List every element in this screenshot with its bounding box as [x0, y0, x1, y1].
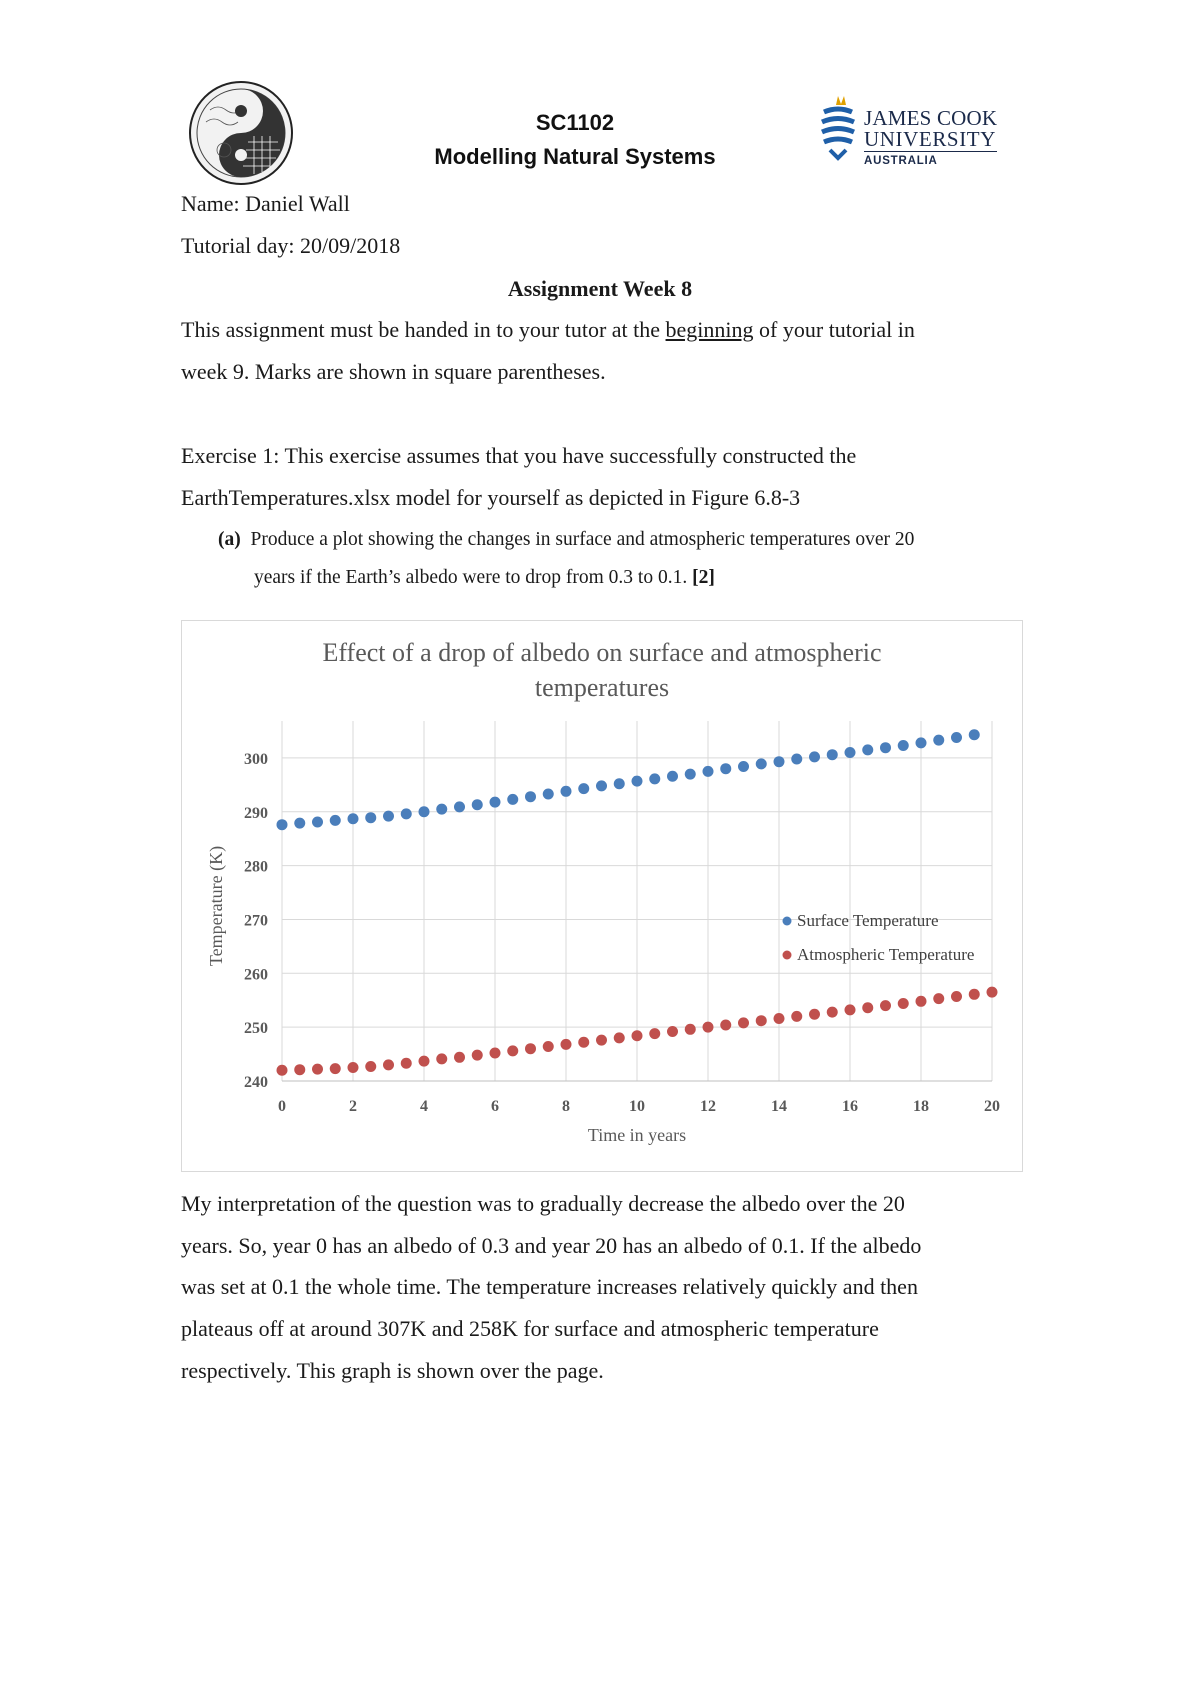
data-point-surface — [916, 737, 927, 748]
x-tick-label: 0 — [278, 1098, 286, 1115]
data-point-atmospheric — [685, 1024, 696, 1035]
data-point-atmospheric — [312, 1064, 323, 1075]
data-point-surface — [756, 758, 767, 769]
student-name: Name: Daniel Wall — [181, 191, 350, 216]
data-point-surface — [472, 799, 483, 810]
data-point-atmospheric — [596, 1035, 607, 1046]
data-point-atmospheric — [277, 1065, 288, 1076]
interpretation-line-5: respectively. This graph is shown over the page. — [181, 1358, 604, 1383]
data-point-surface — [774, 756, 785, 767]
data-point-surface — [525, 791, 536, 802]
intro-line-1: This assignment must be handed in to your tutor at the beginning of your tutorial in — [181, 317, 915, 342]
y-tick-label: 300 — [244, 750, 268, 768]
x-tick-label: 12 — [700, 1098, 716, 1115]
jcu-shield-icon — [818, 92, 862, 172]
data-point-surface — [632, 776, 643, 787]
part-a-line-1: (a) Produce a plot showing the changes in surface and atmospheric temperatures over 20 — [218, 529, 915, 550]
course-code: SC1102 — [535, 110, 615, 135]
data-point-surface — [880, 742, 891, 753]
data-point-surface — [933, 735, 944, 746]
data-point-surface — [543, 789, 554, 800]
data-point-atmospheric — [720, 1020, 731, 1031]
x-tick-label: 4 — [420, 1098, 428, 1115]
part-a-marks: [2] — [692, 567, 715, 588]
legend-marker — [783, 917, 792, 926]
data-point-atmospheric — [862, 1002, 873, 1013]
data-point-surface — [294, 818, 305, 829]
data-point-surface — [348, 813, 359, 824]
x-tick-label: 10 — [629, 1098, 645, 1115]
x-tick-label: 16 — [842, 1098, 858, 1115]
data-point-atmospheric — [401, 1058, 412, 1069]
jcu-logo-line1: JAMES COOK — [864, 106, 998, 130]
data-point-surface — [703, 766, 714, 777]
data-point-surface — [596, 780, 607, 791]
jcu-logo-line2: UNIVERSITY — [864, 127, 996, 151]
data-point-atmospheric — [898, 998, 909, 1009]
data-point-atmospheric — [490, 1048, 501, 1059]
data-point-surface — [809, 751, 820, 762]
data-point-atmospheric — [951, 991, 962, 1002]
data-point-surface — [649, 773, 660, 784]
data-point-atmospheric — [436, 1053, 447, 1064]
y-axis-title: Temperature (K) — [206, 845, 226, 967]
assignment-heading: Assignment Week 8 — [507, 276, 693, 301]
data-point-atmospheric — [809, 1009, 820, 1020]
data-point-atmospheric — [774, 1013, 785, 1024]
x-tick-label: 20 — [984, 1098, 1000, 1115]
x-tick-label: 6 — [491, 1098, 499, 1115]
data-point-atmospheric — [756, 1015, 767, 1026]
data-point-atmospheric — [365, 1061, 376, 1072]
data-point-atmospheric — [738, 1017, 749, 1028]
exercise-line-1: Exercise 1: This exercise assumes that you have successfully constructed the — [181, 443, 857, 468]
chart-plot-area — [182, 621, 1022, 1171]
x-axis-title: Time in years — [587, 1125, 687, 1145]
tutorial-day: Tutorial day: 20/09/2018 — [181, 233, 401, 258]
interpretation-line-4: plateaus off at around 307K and 258K for surface and atmospheric temperature — [181, 1316, 879, 1341]
y-tick-label: 270 — [244, 912, 268, 930]
part-a-label: (a) — [218, 529, 241, 550]
data-point-surface — [312, 817, 323, 828]
exercise-line-2: EarthTemperatures.xlsx model for yourself as depicted in Figure 6.8-3 — [181, 485, 801, 510]
data-point-atmospheric — [827, 1007, 838, 1018]
y-tick-label: 280 — [244, 858, 268, 876]
course-name: Modelling Natural Systems — [434, 144, 716, 169]
chart-container — [181, 620, 1023, 1172]
data-point-surface — [720, 763, 731, 774]
data-point-atmospheric — [454, 1052, 465, 1063]
data-point-atmospheric — [791, 1011, 802, 1022]
data-point-atmospheric — [916, 996, 927, 1007]
course-title-block — [350, 106, 800, 174]
data-point-surface — [561, 786, 572, 797]
data-point-surface — [845, 747, 856, 758]
data-point-surface — [490, 797, 501, 808]
legend-entry: Atmospheric Temperature — [797, 945, 975, 964]
data-point-atmospheric — [330, 1063, 341, 1074]
legend-marker — [783, 951, 792, 960]
data-point-atmospheric — [543, 1041, 554, 1052]
x-tick-label: 14 — [771, 1098, 787, 1115]
data-point-atmospheric — [614, 1032, 625, 1043]
data-point-surface — [401, 808, 412, 819]
data-point-atmospheric — [294, 1064, 305, 1075]
data-point-atmospheric — [969, 989, 980, 1000]
data-point-atmospheric — [472, 1050, 483, 1061]
data-point-surface — [614, 778, 625, 789]
y-tick-label: 290 — [244, 804, 268, 822]
data-point-atmospheric — [845, 1004, 856, 1015]
x-tick-label: 18 — [913, 1098, 929, 1115]
data-point-surface — [436, 804, 447, 815]
data-point-surface — [862, 744, 873, 755]
data-point-atmospheric — [578, 1037, 589, 1048]
data-point-atmospheric — [561, 1039, 572, 1050]
data-point-atmospheric — [703, 1022, 714, 1033]
data-point-atmospheric — [880, 1000, 891, 1011]
legend-entry: Surface Temperature — [797, 911, 939, 930]
y-tick-label: 250 — [244, 1020, 268, 1038]
data-point-surface — [951, 732, 962, 743]
data-point-atmospheric — [419, 1056, 430, 1067]
x-tick-label: 8 — [562, 1098, 570, 1115]
data-point-atmospheric — [649, 1028, 660, 1039]
data-point-surface — [969, 729, 980, 740]
chart-title-line-2: temperatures — [534, 673, 670, 702]
interpretation-line-2: years. So, year 0 has an albedo of 0.3 and year 20 has an albedo of 0.1. If the albedo — [181, 1233, 922, 1258]
intro-line-2: week 9. Marks are shown in square parentheses. — [181, 359, 606, 384]
interpretation-line-3: was set at 0.1 the whole time. The temperature increases relatively quickly and then — [181, 1274, 918, 1299]
data-point-surface — [277, 819, 288, 830]
interpretation-line-1: My interpretation of the question was to gradually decrease the albedo over the 20 — [181, 1191, 905, 1216]
chart-title-line-1: Effect of a drop of albedo on surface and atmospheric — [322, 638, 882, 667]
data-point-atmospheric — [987, 987, 998, 998]
data-point-surface — [827, 749, 838, 760]
data-point-atmospheric — [383, 1059, 394, 1070]
data-point-surface — [365, 812, 376, 823]
data-point-surface — [330, 815, 341, 826]
x-tick-label: 2 — [349, 1098, 357, 1115]
data-point-atmospheric — [632, 1030, 643, 1041]
underlined-word: beginning — [665, 317, 754, 342]
data-point-atmospheric — [933, 993, 944, 1004]
data-point-surface — [454, 801, 465, 812]
data-point-atmospheric — [507, 1045, 518, 1056]
data-point-surface — [898, 740, 909, 751]
data-point-surface — [507, 794, 518, 805]
part-a-line-2: years if the Earth’s albedo were to drop from 0.3 to 0.1. [2] — [254, 567, 715, 588]
y-tick-label: 260 — [244, 966, 268, 984]
data-point-atmospheric — [525, 1043, 536, 1054]
data-point-surface — [578, 783, 589, 794]
data-point-surface — [667, 771, 678, 782]
data-point-surface — [738, 761, 749, 772]
y-tick-label: 240 — [244, 1074, 268, 1091]
jcu-logo-line3: AUSTRALIA — [864, 155, 938, 167]
tutorial-seal-logo — [188, 80, 294, 186]
jcu-logo — [818, 92, 1008, 172]
data-point-surface — [791, 754, 802, 765]
data-point-atmospheric — [667, 1026, 678, 1037]
data-point-surface — [685, 769, 696, 780]
data-point-surface — [419, 806, 430, 817]
data-point-surface — [383, 811, 394, 822]
data-point-atmospheric — [348, 1062, 359, 1073]
